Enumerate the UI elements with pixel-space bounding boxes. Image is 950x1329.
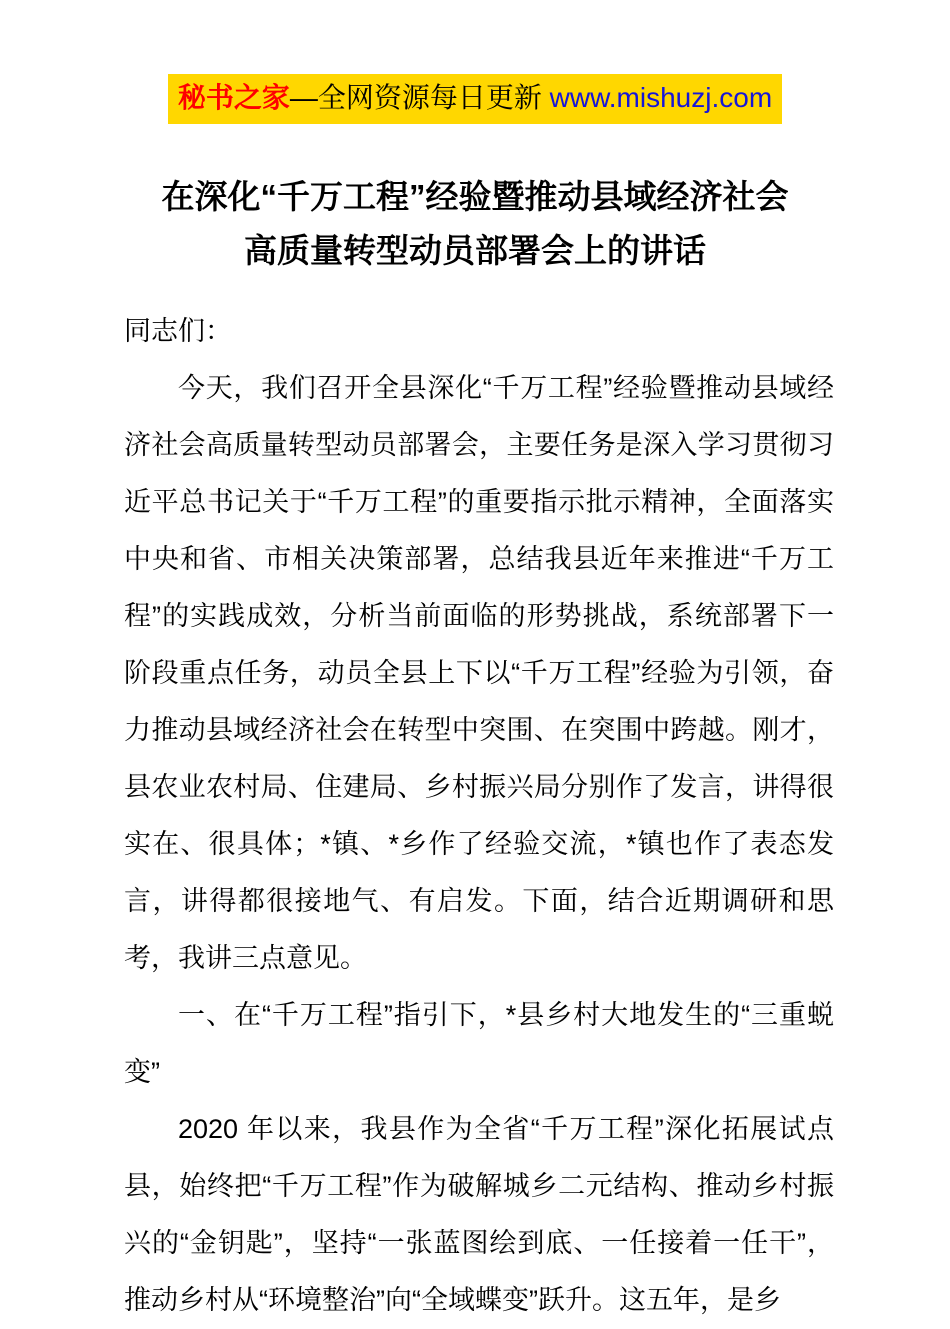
site-url-link[interactable]: www.mishuzj.com (549, 82, 773, 113)
site-header-highlight (168, 74, 782, 124)
paragraph-section-body: 2020 年以来，我县作为全省“千万工程”深化拓展试点县，始终把“千万工程”作为破解城乡二元结构、推动乡村振兴的“金钥匙”，坚持“一张蓝图绘到底、一任接着一任干”，推动乡村从“环境整治”向“全域蝶变”跃升。这五年，是乡 (124, 1114, 834, 1315)
site-name: 秘书之家 (177, 82, 290, 113)
paragraph-salutation: 同志们： (124, 316, 232, 346)
site-slogan: —全网资源每日更新 (289, 82, 550, 113)
document-title (90, 170, 860, 278)
paragraph-section-heading: 一、在“千万工程”指引下，*县乡村大地发生的“三重蜕变” (124, 1000, 834, 1087)
document-body (0, 303, 950, 1329)
document-title-line2: 高质量转型动员部署会上的讲话 (244, 232, 706, 269)
document-title-line1: 在深化“千万工程”经验暨推动县域经济社会 (161, 178, 789, 215)
paragraph-opening: 今天，我们召开全县深化“千万工程”经验暨推动县域经济社会高质量转型动员部署会，主要任务是深入学习贯彻习近平总书记关于“千万工程”的重要指示批示精神，全面落实中央和省、市相关决策部署，总结我县近年来推进“千万工程”的实践成效，分析当前面临的形势挑战，系统部署下一阶段重点任务，动员全县上下以“千万工程”经验为引领，奋力推动县域经济社会在转型中突围、在突围中跨越。刚才，县农业农村局、住建局、乡村振兴局分别作了发言，讲得很实在、很具体；*镇、*乡作了经验交流，*镇也作了表态发言，讲得都很接地气、有启发。下面，结合近期调研和思考，我讲三点意见。 (124, 373, 834, 973)
site-header (0, 0, 950, 124)
